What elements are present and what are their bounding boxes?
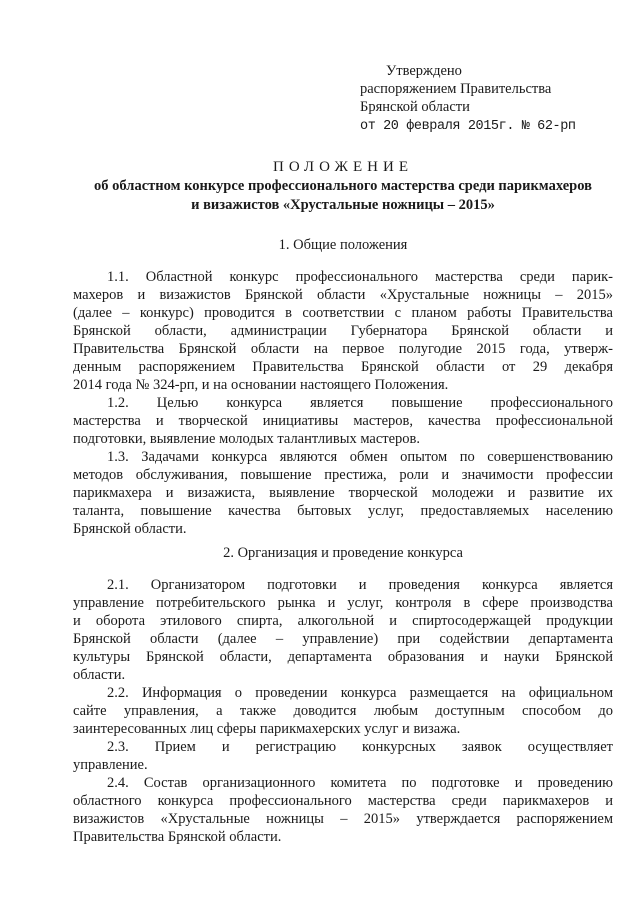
body-line: визажистов «Хрустальные ножницы – 2015» утверждается распоряжением: [73, 811, 613, 827]
body-line: Брянской области.: [73, 521, 187, 537]
body-line: области.: [73, 667, 126, 683]
paragraph: [73, 268, 613, 394]
body-line: денным распоряжением Правительства Брянской области от 29 декабря: [73, 359, 613, 375]
body-line: 2014 года № 324-рп, и на основании настоящего Положения.: [73, 377, 449, 393]
paragraph: [73, 576, 613, 684]
body-line: 1.1. Областной конкурс профессионального мастерства среди парик-: [107, 269, 613, 285]
body-line: Брянской области (далее – управление) при содействии департамента: [73, 631, 613, 647]
section-heading: 1. Общие положения: [278, 237, 408, 253]
body-line: областного конкурса профессионального мастерства среди парикмахеров и: [73, 793, 613, 809]
body-line: Брянской области, администрации Губернатора Брянской области и: [73, 323, 613, 339]
approval-block: [360, 62, 608, 136]
body-line: (далее – конкурс) проводится в соответствии с планом работы Правительства: [73, 305, 613, 321]
body-line: заинтересованных лиц сферы парикмахерских услуг и визажа.: [73, 721, 461, 737]
body-line: парикмахера и визажиста, выявление творческой молодежи и развитие их: [73, 485, 613, 501]
body-line: таланта, повышение качества бытовых услуг, предоставляемых населению: [73, 503, 613, 519]
document-subtitle-line: и визажистов «Хрустальные ножницы – 2015»: [191, 196, 495, 213]
body-line: Правительства Брянской области на первое полугодие 2015 года, утверж-: [73, 341, 613, 357]
body-line: методов обслуживания, повышение престижа, роли и значимости профессии: [73, 467, 613, 483]
body-line: 2.4. Состав организационного комитета по подготовке и проведению: [107, 775, 613, 791]
document-title: ПОЛОЖЕНИЕ: [273, 159, 413, 175]
approval-line: распоряжением Правительства: [360, 81, 552, 97]
paragraph: [73, 738, 613, 774]
body-line: мастерства и творческой инициативы мастеров, качества профессиональной: [73, 413, 613, 429]
section-heading: 2. Организация и проведение конкурса: [223, 545, 463, 561]
body-line: управление.: [73, 757, 148, 773]
body-line: подготовки, выявление молодых талантливых мастеров.: [73, 431, 421, 447]
paragraph: [73, 448, 613, 538]
sections: [73, 236, 613, 846]
body-line: 2.2. Информация о проведении конкурса размещается на официальном: [107, 685, 613, 701]
body-line: 2.3. Прием и регистрацию конкурсных заявок осуществляет: [107, 739, 613, 755]
approval-date-line: от 20 февраля 2015г. № 62-рп: [360, 119, 576, 134]
document-subtitle-line: об областном конкурсе профессионального мастерства среди парикмахеров: [94, 178, 592, 194]
paragraph: [73, 774, 613, 846]
body-line: 1.2. Целью конкурса является повышение профессионального: [107, 395, 613, 411]
body-line: Правительства Брянской области.: [73, 829, 282, 845]
body-line: управление потребительского рынка и услуг, контроля в сфере производства: [73, 595, 613, 611]
paragraph: [73, 684, 613, 738]
body-line: культуры Брянской области, департамента образования и науки Брянской: [73, 649, 613, 665]
body-line: 1.3. Задачами конкурса являются обмен опытом по совершенствованию: [107, 449, 613, 465]
body-line: и оборота этилового спирта, алкогольной и спиртосодержащей продукции: [73, 613, 613, 629]
approval-line: Утверждено: [386, 63, 462, 79]
body-line: махеров и визажистов Брянской области «Хрустальные ножницы – 2015»: [73, 287, 613, 303]
body-line: сайте управления, а также доводится любым доступным способом до: [73, 703, 613, 719]
body-line: 2.1. Организатором подготовки и проведения конкурса является: [107, 577, 613, 593]
paragraph: [73, 394, 613, 448]
approval-line: Брянской области: [360, 99, 470, 115]
